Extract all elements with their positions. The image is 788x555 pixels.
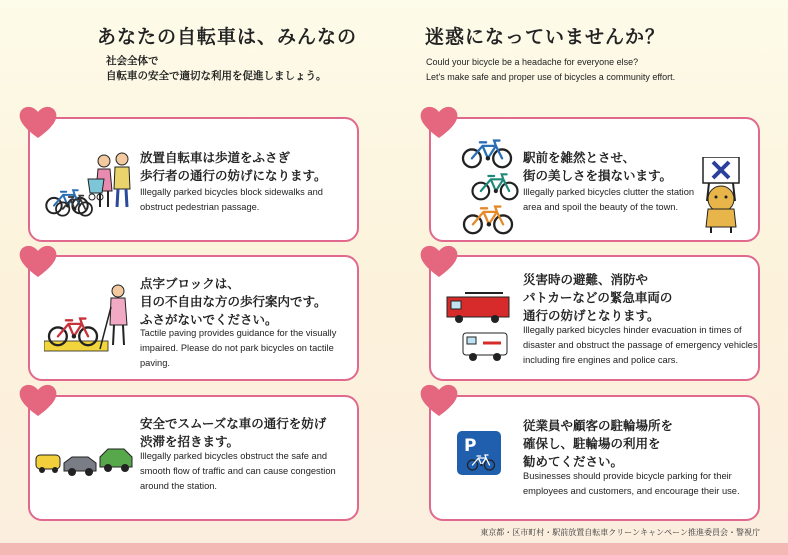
heart-icon bbox=[18, 104, 58, 140]
pedestrians-bicycles-illustration bbox=[42, 149, 137, 224]
card-en bbox=[523, 185, 694, 215]
emergency-vehicles-illustration bbox=[445, 289, 521, 365]
card-jp-line2: 渋滞を招きます。 bbox=[140, 434, 240, 449]
heart-icon bbox=[419, 382, 459, 418]
card-en-line2: disaster and obstruct the passage of emergency vehicles bbox=[523, 340, 758, 350]
car-icon bbox=[36, 455, 60, 473]
card-en bbox=[523, 469, 740, 499]
card-jp-line3: 通行の妨げとなります。 bbox=[523, 308, 660, 323]
ambulance-icon bbox=[463, 333, 507, 361]
stroller-icon bbox=[88, 179, 104, 200]
card-en-line1: Illegally parked bicycles obstruct the safe and bbox=[140, 451, 328, 461]
cars-illustration bbox=[34, 445, 138, 483]
card-en-line2: smooth flow of traffic and can cause congestion bbox=[140, 466, 336, 476]
card-jp-line1: 駅前を雑然とさせ、 bbox=[523, 150, 636, 165]
card-jp bbox=[140, 275, 327, 329]
page-title-left: あなたの自転車は、みんなの bbox=[97, 26, 358, 48]
card-traffic-congestion bbox=[28, 395, 359, 521]
card-jp-line1: 点字ブロックは、 bbox=[140, 276, 240, 291]
card-jp-line2: パトカーなどの緊急車両の bbox=[523, 290, 673, 305]
card-sidewalk bbox=[28, 117, 359, 242]
card-jp-line1: 放置自転車は歩道をふさぎ bbox=[140, 150, 291, 165]
heart-icon bbox=[18, 382, 58, 418]
bicycle-icon bbox=[473, 174, 518, 199]
page-title-right: 迷惑になっていませんか？ bbox=[425, 26, 666, 48]
card-jp-line1: 従業員や顧客の駐輪場所を bbox=[523, 418, 674, 433]
bicycle-icon bbox=[464, 207, 512, 234]
tactile-paving-icon bbox=[44, 341, 108, 351]
card-en-line1: Illegally parked bicycles hinder evacuation in times of bbox=[523, 325, 742, 335]
subtitle-jp-line1: 社会全体で bbox=[106, 55, 159, 67]
card-en-line2: obstruct pedestrian passage. bbox=[140, 202, 260, 212]
card-station-clutter bbox=[429, 117, 760, 242]
card-jp bbox=[523, 271, 672, 325]
footer-credits: 東京都・区市町村・駅前放置自転車クリーンキャンペーン推進委員会・警視庁 bbox=[480, 528, 760, 537]
card-jp-line3: ふさがないでください。 bbox=[140, 312, 278, 327]
card-en-line1: Tactile paving provides guidance for the visually bbox=[140, 328, 337, 338]
subtitle-en-line1: Could your bicycle be a headache for everyone else? bbox=[426, 57, 639, 67]
card-en-line3: around the station. bbox=[140, 481, 218, 491]
tactile-paving-illustration bbox=[44, 283, 136, 355]
card-jp-line1: 災害時の避難、消防や bbox=[523, 272, 649, 287]
man-icon bbox=[114, 153, 130, 207]
heart-icon bbox=[18, 243, 58, 279]
card-en-line1: Illegally parked bicycles clutter the station bbox=[523, 187, 695, 197]
card-bicycle-parking bbox=[429, 395, 760, 521]
card-en-line2: employees and customers, and encourage their use. bbox=[523, 486, 740, 496]
bicycles-illustration bbox=[459, 137, 525, 237]
card-en bbox=[140, 185, 323, 215]
card-en-line1: Businesses should provide bicycle parking for their bbox=[523, 471, 732, 481]
parking-sign-icon bbox=[457, 431, 501, 475]
card-en-line3: including fire engines and police cars. bbox=[523, 355, 679, 365]
card-emergency-vehicles bbox=[429, 255, 760, 381]
card-jp-line2: 目の不自由な方の歩行案内です。 bbox=[140, 294, 327, 309]
card-jp bbox=[523, 417, 673, 471]
car-icon bbox=[64, 457, 96, 476]
card-jp-line2: 確保し、駐輪場の利用を bbox=[523, 436, 661, 451]
subtitle-jp-line2: 自転車の安全で適切な利用を促進しましょう。 bbox=[106, 70, 327, 82]
card-en bbox=[523, 323, 758, 368]
card-jp-line2: 歩行者の通行の妨げになります。 bbox=[140, 168, 327, 183]
svg-text:P: P bbox=[464, 436, 477, 456]
person-with-cane-icon bbox=[100, 285, 127, 349]
subtitle-jp bbox=[106, 54, 327, 84]
fire-truck-icon bbox=[447, 293, 509, 323]
card-en bbox=[140, 449, 336, 494]
subtitle-en-line2: Let's make safe and proper use of bicycles a community effort. bbox=[426, 72, 676, 82]
card-tactile-paving bbox=[28, 255, 359, 381]
card-jp-line1: 安全でスムーズな車の通行を妨げ bbox=[140, 416, 327, 431]
card-en-line2: area and spoil the beauty of the town. bbox=[523, 202, 679, 212]
card-jp-line3: 勧めてください。 bbox=[523, 454, 624, 469]
card-jp bbox=[523, 149, 672, 185]
card-en-line1: Illegally parked bicycles block sidewalks and bbox=[140, 187, 323, 197]
bicycle-icon bbox=[463, 141, 511, 168]
card-jp-line2: 街の美しさを損ないます。 bbox=[523, 168, 673, 183]
car-icon bbox=[100, 449, 132, 472]
heart-icon bbox=[419, 243, 459, 279]
subtitle-en bbox=[426, 55, 675, 85]
heart-icon bbox=[419, 104, 459, 140]
card-en bbox=[140, 326, 336, 371]
card-jp bbox=[140, 415, 326, 451]
card-en-line2: impaired. Please do not park bicycles on tactile bbox=[140, 343, 334, 353]
card-en-line3: paving. bbox=[140, 358, 170, 368]
card-jp bbox=[140, 149, 327, 185]
bottom-band bbox=[0, 543, 788, 555]
mascot-icon bbox=[693, 157, 749, 235]
